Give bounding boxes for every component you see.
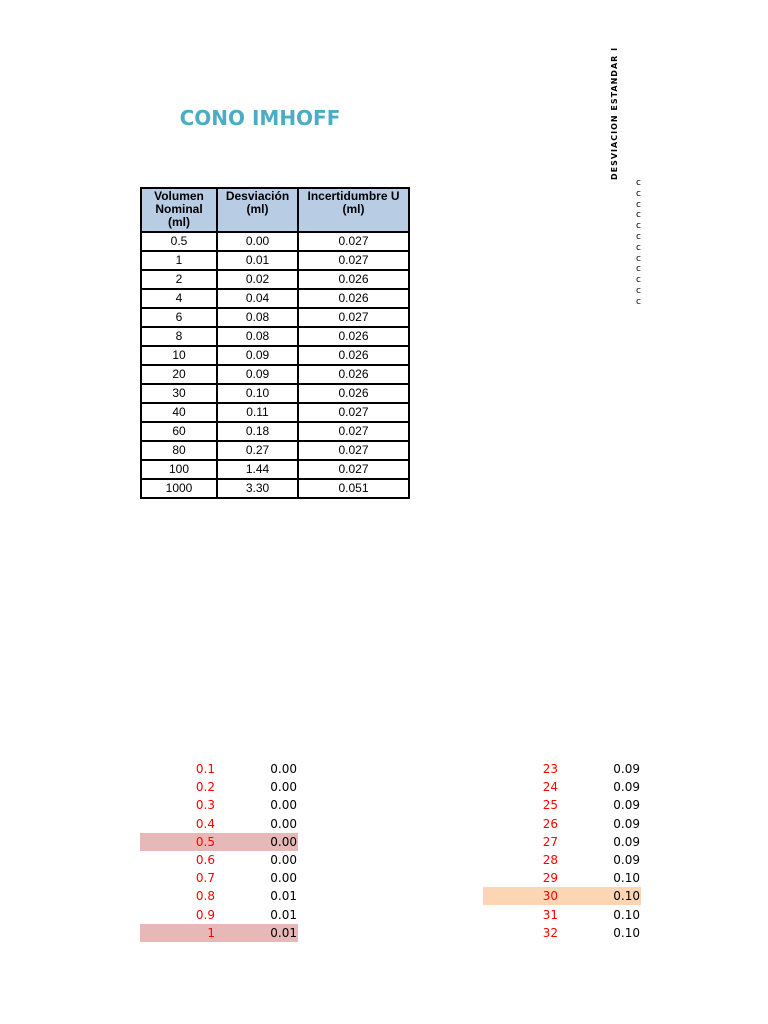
table-row [141,327,409,346]
list-item [140,851,298,869]
table-body [141,232,409,498]
cell-desviacion: 1.44 [217,460,298,479]
cell-volumen: 80 [141,441,217,460]
list-value: 0.09 [613,762,640,776]
header-line: (ml) [168,215,190,229]
cell-desviacion: 0.08 [217,327,298,346]
list-item [483,887,641,905]
list-key: 31 [542,907,558,922]
cell-desviacion: 0.04 [217,289,298,308]
list-item [483,906,641,924]
side-mark: c [636,231,641,242]
cell-desviacion: 0.27 [217,441,298,460]
cell-desviacion: 0.09 [217,365,298,384]
list-value: 0.09 [613,816,640,831]
cell-incertidumbre: 0.027 [298,251,409,270]
cell-volumen: 40 [141,403,217,422]
header-line: Nominal [155,202,203,216]
cell-incertidumbre: 0.026 [298,289,409,308]
cell-volumen: 6 [141,308,217,327]
cell-incertidumbre: 0.027 [298,422,409,441]
list-value: 0.00 [270,871,297,886]
side-mark: c [636,285,641,296]
table-row [141,460,409,479]
list-item [483,778,641,796]
lower-left-list [140,760,298,942]
list-item [140,833,298,851]
header-line: (ml) [342,202,365,216]
list-key: 0.6 [195,852,215,867]
list-key: 28 [542,852,558,867]
cell-incertidumbre: 0.027 [298,308,409,327]
side-marks [636,178,644,308]
table-row [141,403,409,422]
list-value: 0.09 [613,780,640,795]
table-row [141,346,409,365]
cell-incertidumbre: 0.026 [298,365,409,384]
page-title: CONO IMHOFF [179,106,341,130]
table-row [141,232,409,251]
cell-volumen: 60 [141,422,217,441]
cell-incertidumbre: 0.027 [298,441,409,460]
list-value: 0.09 [613,798,640,813]
list-key: 0.2 [195,780,215,795]
cell-desviacion: 0.18 [217,422,298,441]
cell-desviacion: 0.02 [217,270,298,289]
side-mark: c [636,253,641,264]
cell-volumen: 2 [141,270,217,289]
list-key: 0.5 [195,834,215,849]
table-row [141,289,409,308]
list-key: 30 [542,889,558,904]
side-mark: c [636,188,641,199]
list-value: 0.09 [613,834,640,849]
cell-desviacion: 0.01 [217,251,298,270]
list-key: 29 [542,871,558,886]
cell-volumen: 0.5 [141,232,217,251]
cell-desviacion: 0.00 [217,232,298,251]
list-key: 0.7 [195,871,215,886]
table-header-row [141,188,409,232]
cell-desviacion: 0.11 [217,403,298,422]
header-incertidumbre [298,188,409,232]
list-item [140,924,298,942]
list-item [140,796,298,814]
header-line: Incertidumbre U [307,189,400,203]
list-key: 0.4 [195,816,215,831]
list-item [483,796,641,814]
table-row [141,441,409,460]
cell-incertidumbre: 0.051 [298,479,409,498]
table-row [141,270,409,289]
list-item [483,760,641,778]
list-item [483,924,641,942]
list-value: 0.00 [270,816,297,831]
lower-right-list [483,760,641,942]
list-item [140,887,298,905]
list-value: 0.10 [613,889,640,904]
list-value: 0.10 [613,925,640,940]
table-row [141,384,409,403]
list-value: 0.00 [270,852,297,867]
table-row [141,365,409,384]
side-mark: c [636,296,641,307]
list-item [483,815,641,833]
side-mark: c [636,264,641,275]
list-value: 0.00 [270,798,297,813]
list-key: 24 [542,780,558,795]
cell-incertidumbre: 0.027 [298,403,409,422]
list-item [483,851,641,869]
list-item [483,869,641,887]
list-key: 27 [542,834,558,849]
table-row [141,251,409,270]
header-desviacion [217,188,298,232]
list-value: 0.00 [270,762,297,776]
cell-volumen: 1 [141,251,217,270]
cell-volumen: 10 [141,346,217,365]
list-value: 0.10 [613,871,640,886]
cell-volumen: 1000 [141,479,217,498]
table-row [141,422,409,441]
list-item [140,778,298,796]
list-value: 0.09 [613,852,640,867]
cell-volumen: 30 [141,384,217,403]
cell-incertidumbre: 0.026 [298,327,409,346]
cell-incertidumbre: 0.026 [298,384,409,403]
cell-incertidumbre: 0.026 [298,270,409,289]
cell-incertidumbre: 0.027 [298,460,409,479]
list-value: 0.10 [613,907,640,922]
list-value: 0.00 [270,780,297,795]
list-key: 1 [207,925,215,940]
side-mark: c [636,275,641,286]
list-key: 0.3 [195,798,215,813]
side-mark: c [636,210,641,221]
list-value: 0.01 [270,907,297,922]
cell-volumen: 100 [141,460,217,479]
cell-incertidumbre: 0.026 [298,346,409,365]
list-value: 0.01 [270,925,297,940]
side-mark: c [636,242,641,253]
cell-desviacion: 0.08 [217,308,298,327]
list-item [140,815,298,833]
header-line: Desviación [225,189,290,203]
cell-desviacion: 0.09 [217,346,298,365]
cell-desviacion: 3.30 [217,479,298,498]
table-row [141,479,409,498]
list-value: 0.01 [270,889,297,904]
list-item [140,906,298,924]
cell-volumen: 20 [141,365,217,384]
table-row [141,308,409,327]
list-key: 0.8 [195,889,215,904]
side-mark: c [636,221,641,232]
header-line: Volumen [154,189,204,203]
list-key: 25 [542,798,558,813]
list-value: 0.00 [270,834,297,849]
list-key: 0.9 [195,907,215,922]
side-mark: c [636,199,641,210]
cell-volumen: 4 [141,289,217,308]
list-key: 26 [542,816,558,831]
cell-incertidumbre: 0.027 [298,232,409,251]
side-axis-label: DESVIACION ESTANDAR I [610,46,619,180]
side-mark: c [636,178,641,188]
list-item [140,869,298,887]
header-line: (ml) [246,202,269,216]
list-item [140,760,298,778]
list-item [483,833,641,851]
cell-desviacion: 0.10 [217,384,298,403]
list-key: 32 [542,925,558,940]
list-key: 0.1 [195,762,215,776]
list-key: 23 [542,762,558,776]
cell-volumen: 8 [141,327,217,346]
header-volumen-nominal [141,188,217,232]
deviation-table [140,187,410,499]
